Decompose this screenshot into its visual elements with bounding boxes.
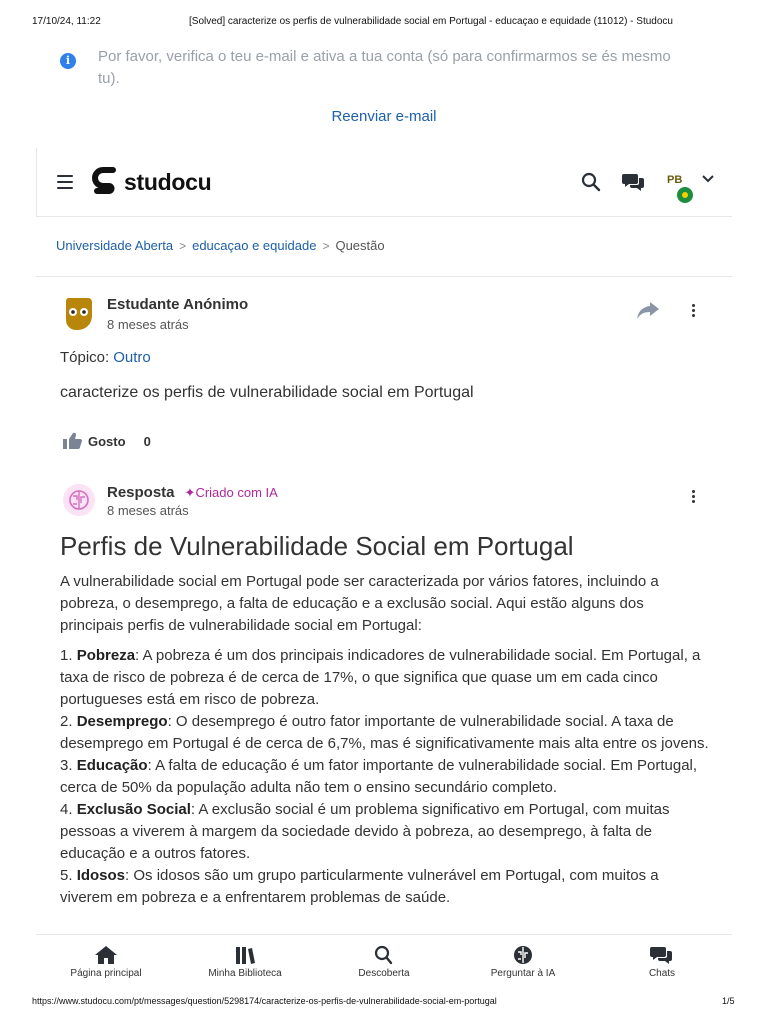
- list-item: 2. Desemprego: O desemprego é outro fator importante de vulnerabilidade social. A taxa de desemprego em Portugal é de cerca de 6,7%, mas é significativamente mais alta entre os jovens.: [60, 713, 709, 752]
- list-item: 5. Idosos: Os idosos são um grupo particularmente vulnerável em Portugal, com muitos a viverem em pobreza e a enfrentarem problemas de saúde.: [60, 867, 659, 906]
- chat-icon[interactable]: [622, 172, 646, 197]
- home-icon: [94, 945, 118, 965]
- anonymous-avatar: [64, 296, 94, 332]
- bottom-nav: [36, 934, 732, 990]
- divider: [36, 276, 732, 277]
- ai-brain-icon: [511, 945, 535, 965]
- answer-title: Perfis de Vulnerabilidade Social em Portugal: [60, 531, 574, 561]
- library-icon: [233, 945, 257, 965]
- resend-email-link[interactable]: Reenviar e-mail: [331, 108, 437, 125]
- breadcrumb-course[interactable]: educaçao e equidade: [192, 238, 317, 253]
- like-button[interactable]: [62, 432, 151, 450]
- question-author: Estudante Anónimo: [107, 296, 249, 313]
- search-icon: [372, 945, 396, 965]
- print-date: 17/10/24, 11:22: [32, 16, 101, 27]
- topic-link[interactable]: Outro: [113, 349, 151, 366]
- topic-label: Tópico:: [60, 349, 110, 366]
- breadcrumb-separator-icon: >: [179, 239, 187, 253]
- answer-header: [107, 484, 278, 501]
- share-icon[interactable]: [636, 300, 660, 325]
- gear-badge-icon: [677, 187, 693, 203]
- user-initials: PB: [667, 174, 683, 186]
- like-label: Gosto: [88, 433, 126, 449]
- print-url: https://www.studocu.com/pt/messages/question/5298174/caracterize-os-perfis-de-vulnerabilidade-social-em-portugal: [32, 996, 497, 1006]
- list-item: 4. Exclusão Social: A exclusão social é um problema significativo em Portugal, com muitas pessoas a viverem à margem da sociedade devido à pobreza, ao desemprego, à falta de educação e a outros fatores.: [60, 801, 670, 862]
- user-avatar[interactable]: [667, 174, 682, 186]
- nav-library[interactable]: Minha Biblioteca: [185, 945, 305, 979]
- notice-message: Por favor, verifica o teu e-mail e ativa a tua conta (só para confirmarmos se és mesmo tu).: [98, 48, 671, 87]
- breadcrumb-separator-icon: >: [322, 239, 330, 253]
- answer-time: 8 meses atrás: [107, 503, 189, 518]
- answer-author: Resposta: [107, 484, 175, 501]
- thumbs-up-icon: [62, 432, 82, 450]
- chat-icon: [650, 945, 674, 965]
- breadcrumb-current: Questão: [335, 238, 385, 253]
- answer-body: [60, 571, 710, 909]
- like-count: 0: [143, 433, 151, 449]
- logo-mark-icon: [91, 167, 121, 197]
- list-item: 1. Pobreza: A pobreza é um dos principais indicadores de vulnerabilidade social. Em Portugal, a taxa de risco de pobreza é de cerca de 17%, o que significa que quase um em cada cinco portugueses está em risco de pobreza.: [60, 647, 701, 708]
- search-icon[interactable]: [581, 172, 601, 197]
- page-number: 1/5: [722, 996, 735, 1006]
- answer-more-icon[interactable]: [692, 490, 696, 504]
- ai-created-tag: ✦Criado com IA: [184, 485, 278, 500]
- breadcrumb: [56, 238, 385, 253]
- studocu-logo[interactable]: [91, 167, 211, 197]
- answer-intro: A vulnerabilidade social em Portugal pode ser caracterizada por vários fatores, incluindo a pobreza, o desemprego, a falta de educação e a exclusão social. Aqui estão alguns dos principais perfis de vulnerabilidade social em Portugal:: [60, 573, 659, 634]
- nav-chats[interactable]: Chats: [602, 945, 722, 979]
- sparkle-icon: ✦: [184, 485, 196, 500]
- top-navbar: [36, 148, 732, 217]
- question-text: caracterize os perfis de vulnerabilidade social em Portugal: [60, 384, 474, 401]
- ai-avatar-icon: [63, 484, 95, 516]
- answer-list: [60, 645, 710, 909]
- question-time: 8 meses atrás: [107, 317, 189, 332]
- menu-icon[interactable]: [57, 175, 73, 189]
- nav-ask-ai[interactable]: Perguntar à IA: [463, 945, 583, 979]
- info-icon: i: [60, 53, 76, 69]
- list-item: 3. Educação: A falta de educação é um fator importante de vulnerabilidade social. Em Portugal, cerca de 50% da população adulta não tem o ensino secundário completo.: [60, 757, 698, 796]
- print-title: [Solved] caracterize os perfis de vulnerabilidade social em Portugal - educaçao e equidade (11012) - Studocu: [189, 16, 673, 27]
- logo-text: studocu: [124, 168, 212, 195]
- chevron-down-icon[interactable]: [701, 172, 715, 191]
- nav-discover[interactable]: Descoberta: [324, 945, 444, 979]
- topic-row: [60, 349, 151, 366]
- question-more-icon[interactable]: [692, 304, 696, 318]
- breadcrumb-university[interactable]: Universidade Aberta: [56, 238, 174, 253]
- nav-home[interactable]: Página principal: [46, 945, 166, 979]
